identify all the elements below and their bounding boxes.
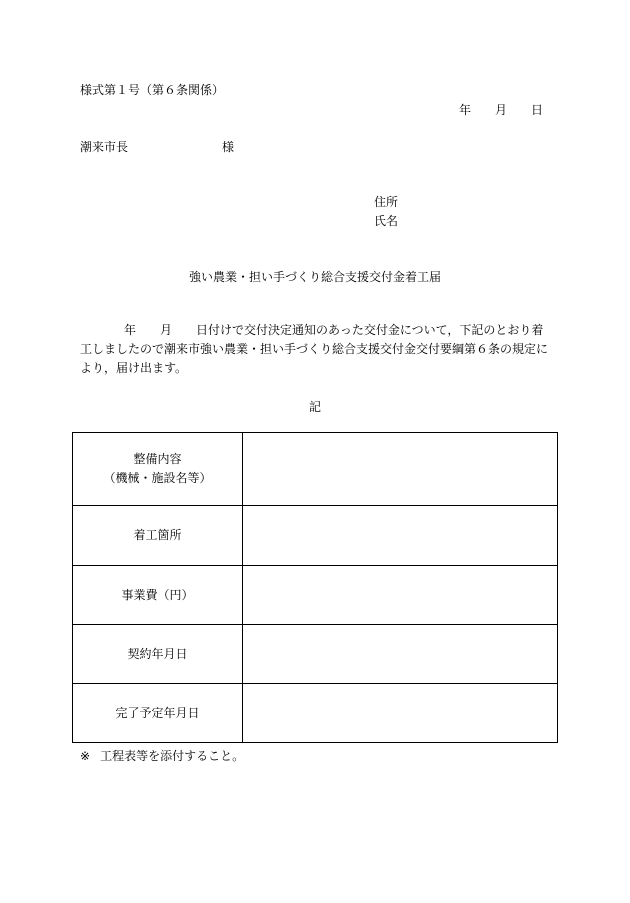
row-label-line: （機械・施設名等） <box>103 471 212 485</box>
row-label-line: 整備内容 <box>133 452 182 466</box>
date-day-label: 日 <box>531 103 544 117</box>
document-title: 強い農業・担い手づくり総合支援交付金着工届 <box>188 270 441 284</box>
row-value-contract-date[interactable] <box>243 625 558 684</box>
addressee <box>80 138 234 155</box>
date-line <box>459 101 543 118</box>
body-paragraph <box>80 321 555 378</box>
row-label-completion-date: 完了予定年月日 <box>73 684 243 743</box>
addressee-honorific: 様 <box>222 140 235 154</box>
table-row <box>73 506 558 566</box>
note-mark: ※ <box>80 749 91 763</box>
form-number: 様式第１号（第６条関係） <box>80 83 225 97</box>
body-year-label: 年 <box>124 323 137 337</box>
ki-heading: 記 <box>308 400 321 414</box>
row-value-completion-date[interactable] <box>243 684 558 743</box>
row-value-location[interactable] <box>243 506 558 566</box>
applicant-name-label: 氏名 <box>374 214 399 228</box>
row-value-cost[interactable] <box>243 566 558 625</box>
date-month-label: 月 <box>495 103 508 117</box>
date-year-label: 年 <box>459 103 472 117</box>
row-label-equipment <box>73 433 243 506</box>
body-month-label: 月 <box>160 323 173 337</box>
table-row <box>73 625 558 684</box>
row-label-contract-date: 契約年月日 <box>73 625 243 684</box>
table-row <box>73 433 558 506</box>
table-row <box>73 566 558 625</box>
addressee-name: 潮来市長 <box>80 140 129 154</box>
note-text: 工程表等を添付すること。 <box>100 749 245 763</box>
row-label-location: 着工箇所 <box>73 506 243 566</box>
body-text: 日付けで交付決定通知のあった交付金について，下記のとおり着工しましたので潮来市強い農業・担い手づくり総合支援交付金交付要綱第６条の規定により，届け出ます。 <box>80 323 549 375</box>
table-row <box>73 684 558 743</box>
applicant-address-label: 住所 <box>374 195 399 209</box>
details-table <box>72 432 558 743</box>
footnote <box>80 747 244 764</box>
row-value-equipment[interactable] <box>243 433 558 506</box>
row-label-cost: 事業費（円） <box>73 566 243 625</box>
